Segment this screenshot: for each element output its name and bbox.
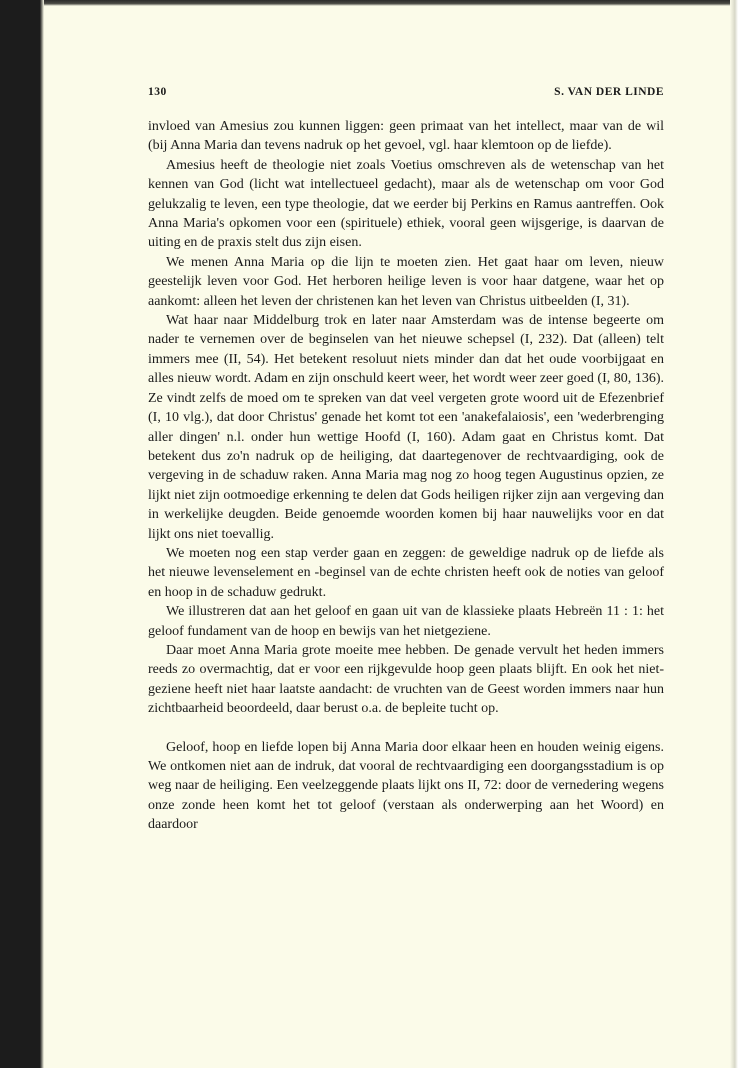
paragraph-8: Geloof, hoop en liefde lopen bij Anna Maria door elkaar heen en houden weinig eigens. We ontkomen niet aan de indruk, dat vooral de rechtvaardiging een doorgangsstadium is op weg naar de heiliging. Een veelzeggende plaats lijkt ons II, 72: door de vernedering wegens onze zonde heen komt het tot geloof (verstaan als onderwerping aan het Woord) en daardoor (148, 739, 664, 833)
paragraph-5: We moeten nog een stap verder gaan en zeggen: de geweldige nadruk op de liefde als het nieuwe levenselement en -beginsel van de echte christen heeft ook de noties van geloof en hoop in de schaduw gedrukt. (148, 545, 664, 600)
scan-top-edge (0, 0, 738, 6)
running-head-author: S. VAN DER LINDE (554, 86, 664, 98)
scan-right-edge (730, 0, 738, 1068)
paragraph-6: We illustreren dat aan het geloof en gaan uit van de klassieke plaats Hebreën 11 : 1: het geloof fundament van de hoop en bewijs van het nietgeziene. (148, 604, 664, 639)
paragraph-1: invloed van Amesius zou kunnen liggen: geen primaat van het intellect, maar van de wil (bij Anna Maria dan tevens nadruk op het gevoel, vgl. haar klemtoon op de liefde). (148, 119, 664, 154)
scan-left-edge (0, 0, 44, 1068)
paragraph-2: Amesius heeft de theologie niet zoals Voetius omschreven als de wetenschap van het kennen van God (licht wat intellectueel gedacht), maar als de wetenschap om voor God gelukzalig te leven, een type theologie, dat we eerder bij Perkins en Ramus aantreffen. Ook Anna Maria's opkomen voor een (spirituele) ethiek, vooral geen wijsgerige, is daarvan de uiting en de praxis stelt dus zijn eisen. (148, 157, 664, 251)
paragraph-7: Daar moet Anna Maria grote moeite mee hebben. De genade vervult het heden immers reeds zo overmachtig, dat er voor een rijkgevulde hoop geen plaats blijft. En ook het niet-geziene heeft niet haar laatste aandacht: de vruchten van de Geest worden immers naar hun zichtbaarheid beoordeeld, daar berust o.a. de bepleite tucht op. (148, 642, 664, 717)
paragraph-4: Wat haar naar Middelburg trok en later naar Amsterdam was de intense begeerte om nader te vernemen over de beginselen van het nieuwe schepsel (I, 232). Dat (alleen) telt immers mee (II, 54). Het betekent resoluut niets minder dan dat het oude voorbijgaat en alles nieuw wordt. Adam en zijn onschuld keert weer, het wordt weer zeer goed (I, 80, 136). Ze vindt zelfs de moed om te spreken van dat veel vergeten grote woord uit de Efezenbrief (I, 10 vlg.), dat door Christus' genade het komt tot een 'anakefalaiosis', een 'wederbrenging aller dingen' n.l. onder hun wettige Hoofd (I, 160). Adam gaat en Christus komt. Dat betekent dus zo'n nadruk op de heiliging, dat daartegenover de rechtvaardiging, ook de vergeving in de schaduw raken. Anna Maria mag nog zo hoog tegen Augustinus opzien, ze lijkt niet zijn ootmoedige erkenning te delen dat Gods heiligen rijker zijn aan vergeving dan in werkelijke deugden. Beide genoemde woorden komen bij haar nauwelijks voor en dat lijkt ons niet toevallig. (148, 313, 664, 542)
paragraph-3: We menen Anna Maria op die lijn te moeten zien. Het gaat haar om leven, nieuw geestelijk leven voor God. Het herboren heilige leven is voor haar datgene, waar het op aankomt: alleen het leven der christenen kan het leven van Christus uitbeelden (I, 31). (148, 254, 664, 309)
body-text (148, 117, 664, 835)
page-number: 130 (148, 86, 167, 98)
